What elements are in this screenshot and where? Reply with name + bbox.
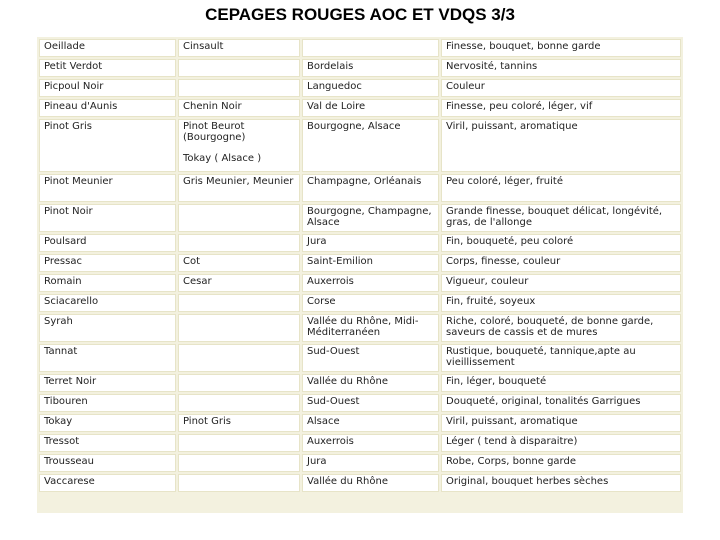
character-cell-text: Corps, finesse, couleur bbox=[446, 256, 561, 267]
region-cell-text: Jura bbox=[307, 456, 327, 467]
synonym-cell bbox=[178, 374, 300, 392]
character-cell-text: Rustique, bouqueté, tannique,apte au vieillissement bbox=[446, 346, 636, 368]
synonym-cell-text: Pinot Gris bbox=[183, 416, 231, 427]
table-row bbox=[39, 254, 681, 272]
region-cell-text: Sud-Ouest bbox=[307, 346, 360, 357]
cepage-cell bbox=[39, 314, 176, 342]
character-cell bbox=[441, 434, 681, 452]
table-row bbox=[39, 174, 681, 202]
grape-table-body bbox=[39, 39, 681, 492]
cepage-cell bbox=[39, 59, 176, 77]
synonym-cell bbox=[178, 344, 300, 372]
region-cell bbox=[302, 434, 439, 452]
character-cell bbox=[441, 59, 681, 77]
region-cell-text: Corse bbox=[307, 296, 336, 307]
cepage-cell-text: Pinot Noir bbox=[44, 206, 93, 217]
synonym-cell-text: Cot bbox=[183, 256, 201, 267]
character-cell-text: Peu coloré, léger, fruité bbox=[446, 176, 563, 187]
character-cell bbox=[441, 274, 681, 292]
cepage-cell bbox=[39, 294, 176, 312]
cepage-cell bbox=[39, 174, 176, 202]
page-title: CEPAGES ROUGES AOC ET VDQS 3/3 bbox=[205, 5, 515, 24]
region-cell bbox=[302, 294, 439, 312]
cepage-cell-text: Terret Noir bbox=[44, 376, 97, 387]
region-cell bbox=[302, 59, 439, 77]
cepage-cell bbox=[39, 39, 176, 57]
synonym-cell-text: Chenin Noir bbox=[183, 101, 242, 112]
cepage-cell bbox=[39, 374, 176, 392]
region-cell-text: Sud-Ouest bbox=[307, 396, 360, 407]
region-cell bbox=[302, 204, 439, 232]
region-cell bbox=[302, 314, 439, 342]
table-row bbox=[39, 454, 681, 472]
region-cell bbox=[302, 99, 439, 117]
character-cell-text: Viril, puissant, aromatique bbox=[446, 416, 578, 427]
character-cell-text: Couleur bbox=[446, 81, 485, 92]
synonym-cell bbox=[178, 99, 300, 117]
character-cell bbox=[441, 99, 681, 117]
grape-table-container bbox=[37, 37, 683, 513]
cepage-cell bbox=[39, 414, 176, 432]
region-cell bbox=[302, 39, 439, 57]
synonym-extra-text: Tokay ( Alsace ) bbox=[183, 153, 262, 164]
character-cell-text: Finesse, bouquet, bonne garde bbox=[446, 41, 601, 52]
character-cell-text: Vigueur, couleur bbox=[446, 276, 529, 287]
table-row bbox=[39, 414, 681, 432]
cepage-cell bbox=[39, 434, 176, 452]
character-cell bbox=[441, 79, 681, 97]
region-cell-text: Vallée du Rhône bbox=[307, 376, 388, 387]
character-cell bbox=[441, 39, 681, 57]
character-cell bbox=[441, 374, 681, 392]
cepage-cell bbox=[39, 234, 176, 252]
synonym-cell bbox=[178, 434, 300, 452]
table-row bbox=[39, 119, 681, 172]
region-cell-text: Val de Loire bbox=[307, 101, 366, 112]
table-row bbox=[39, 59, 681, 77]
character-cell bbox=[441, 344, 681, 372]
synonym-cell-text: Gris Meunier, Meunier bbox=[183, 176, 294, 187]
table-row bbox=[39, 394, 681, 412]
character-cell bbox=[441, 314, 681, 342]
synonym-cell bbox=[178, 254, 300, 272]
character-cell bbox=[441, 234, 681, 252]
character-cell-text: Robe, Corps, bonne garde bbox=[446, 456, 576, 467]
cepage-cell bbox=[39, 474, 176, 492]
character-cell-text: Viril, puissant, aromatique bbox=[446, 121, 578, 132]
cepage-cell-text: Romain bbox=[44, 276, 82, 287]
synonym-cell-text: Cinsault bbox=[183, 41, 224, 52]
cepage-cell bbox=[39, 344, 176, 372]
character-cell bbox=[441, 294, 681, 312]
cepage-cell-text: Oeillade bbox=[44, 41, 85, 52]
cepage-cell-text: Tibouren bbox=[44, 396, 88, 407]
region-cell bbox=[302, 79, 439, 97]
synonym-cell bbox=[178, 174, 300, 202]
region-cell bbox=[302, 344, 439, 372]
region-cell bbox=[302, 394, 439, 412]
table-row bbox=[39, 234, 681, 252]
region-cell-text: Alsace bbox=[307, 416, 340, 427]
table-row bbox=[39, 344, 681, 372]
cepage-cell bbox=[39, 204, 176, 232]
region-cell-text: Jura bbox=[307, 236, 327, 247]
synonym-cell bbox=[178, 394, 300, 412]
character-cell-text: Grande finesse, bouquet délicat, longévité, gras, de l'allonge bbox=[446, 206, 663, 228]
table-row bbox=[39, 474, 681, 492]
cepage-cell-text: Vaccarese bbox=[44, 476, 95, 487]
cepage-cell bbox=[39, 254, 176, 272]
cepage-cell-text: Tressot bbox=[44, 436, 80, 447]
region-cell bbox=[302, 119, 439, 172]
cepage-cell-text: Poulsard bbox=[44, 236, 87, 247]
table-row bbox=[39, 39, 681, 57]
region-cell-text: Vallée du Rhône bbox=[307, 476, 388, 487]
table-row bbox=[39, 294, 681, 312]
region-cell bbox=[302, 254, 439, 272]
cepage-cell-text: Picpoul Noir bbox=[44, 81, 104, 92]
spacer bbox=[183, 143, 295, 153]
table-row bbox=[39, 314, 681, 342]
cepage-cell bbox=[39, 274, 176, 292]
character-cell-text: Riche, coloré, bouqueté, de bonne garde, saveurs de cassis et de mures bbox=[446, 316, 654, 338]
region-cell-text: Languedoc bbox=[307, 81, 362, 92]
cepage-cell-text: Tannat bbox=[44, 346, 78, 357]
cepage-cell-text: Trousseau bbox=[44, 456, 95, 467]
synonym-cell bbox=[178, 79, 300, 97]
cepage-cell bbox=[39, 119, 176, 172]
synonym-cell bbox=[178, 454, 300, 472]
region-cell bbox=[302, 414, 439, 432]
synonym-cell bbox=[178, 204, 300, 232]
synonym-cell bbox=[178, 474, 300, 492]
table-row bbox=[39, 79, 681, 97]
character-cell bbox=[441, 394, 681, 412]
region-cell bbox=[302, 174, 439, 202]
character-cell-text: Finesse, peu coloré, léger, vif bbox=[446, 101, 593, 112]
region-cell bbox=[302, 374, 439, 392]
character-cell-text: Douqueté, original, tonalités Garrigues bbox=[446, 396, 641, 407]
cepage-cell bbox=[39, 79, 176, 97]
region-cell-text: Auxerrois bbox=[307, 436, 354, 447]
character-cell-text: Fin, bouqueté, peu coloré bbox=[446, 236, 574, 247]
character-cell-text: Fin, léger, bouqueté bbox=[446, 376, 547, 387]
region-cell-text: Bourgogne, Champagne, Alsace bbox=[307, 206, 432, 228]
character-cell bbox=[441, 474, 681, 492]
character-cell bbox=[441, 204, 681, 232]
cepage-cell-text: Pressac bbox=[44, 256, 82, 267]
region-cell bbox=[302, 474, 439, 492]
region-cell-text: Vallée du Rhône, Midi-Méditerranéen bbox=[307, 316, 419, 338]
synonym-cell-text: Cesar bbox=[183, 276, 212, 287]
character-cell-text: Léger ( tend à disparaitre) bbox=[446, 436, 578, 447]
synonym-cell bbox=[178, 314, 300, 342]
region-cell bbox=[302, 454, 439, 472]
synonym-cell bbox=[178, 119, 300, 172]
synonym-cell bbox=[178, 234, 300, 252]
cepage-cell-text: Pineau d'Aunis bbox=[44, 101, 118, 112]
region-cell-text: Auxerrois bbox=[307, 276, 354, 287]
character-cell-text: Fin, fruité, soyeux bbox=[446, 296, 536, 307]
cepage-cell-text: Petit Verdot bbox=[44, 61, 103, 72]
character-cell bbox=[441, 454, 681, 472]
character-cell-text: Original, bouquet herbes sèches bbox=[446, 476, 609, 487]
table-row bbox=[39, 204, 681, 232]
cepage-cell bbox=[39, 99, 176, 117]
table-row bbox=[39, 434, 681, 452]
cepage-cell-text: Sciacarello bbox=[44, 296, 99, 307]
character-cell bbox=[441, 119, 681, 172]
synonym-cell bbox=[178, 294, 300, 312]
character-cell bbox=[441, 174, 681, 202]
cepage-cell-text: Tokay bbox=[44, 416, 73, 427]
cepage-cell bbox=[39, 394, 176, 412]
region-cell-text: Saint-Emilion bbox=[307, 256, 373, 267]
synonym-cell bbox=[178, 414, 300, 432]
character-cell-text: Nervosité, tannins bbox=[446, 61, 538, 72]
synonym-cell bbox=[178, 274, 300, 292]
table-row bbox=[39, 374, 681, 392]
cepage-cell bbox=[39, 454, 176, 472]
synonym-cell bbox=[178, 59, 300, 77]
region-cell-text: Bourgogne, Alsace bbox=[307, 121, 401, 132]
region-cell bbox=[302, 274, 439, 292]
character-cell bbox=[441, 254, 681, 272]
cepage-cell-text: Pinot Meunier bbox=[44, 176, 113, 187]
region-cell bbox=[302, 234, 439, 252]
table-row bbox=[39, 274, 681, 292]
table-row bbox=[39, 99, 681, 117]
region-cell-text: Bordelais bbox=[307, 61, 354, 72]
region-cell-text: Champagne, Orléanais bbox=[307, 176, 422, 187]
grape-table bbox=[37, 37, 683, 494]
cepage-cell-text: Pinot Gris bbox=[44, 121, 92, 132]
cepage-cell-text: Syrah bbox=[44, 316, 73, 327]
character-cell bbox=[441, 414, 681, 432]
synonym-cell bbox=[178, 39, 300, 57]
synonym-cell-text: Pinot Beurot (Bourgogne) bbox=[183, 121, 246, 143]
